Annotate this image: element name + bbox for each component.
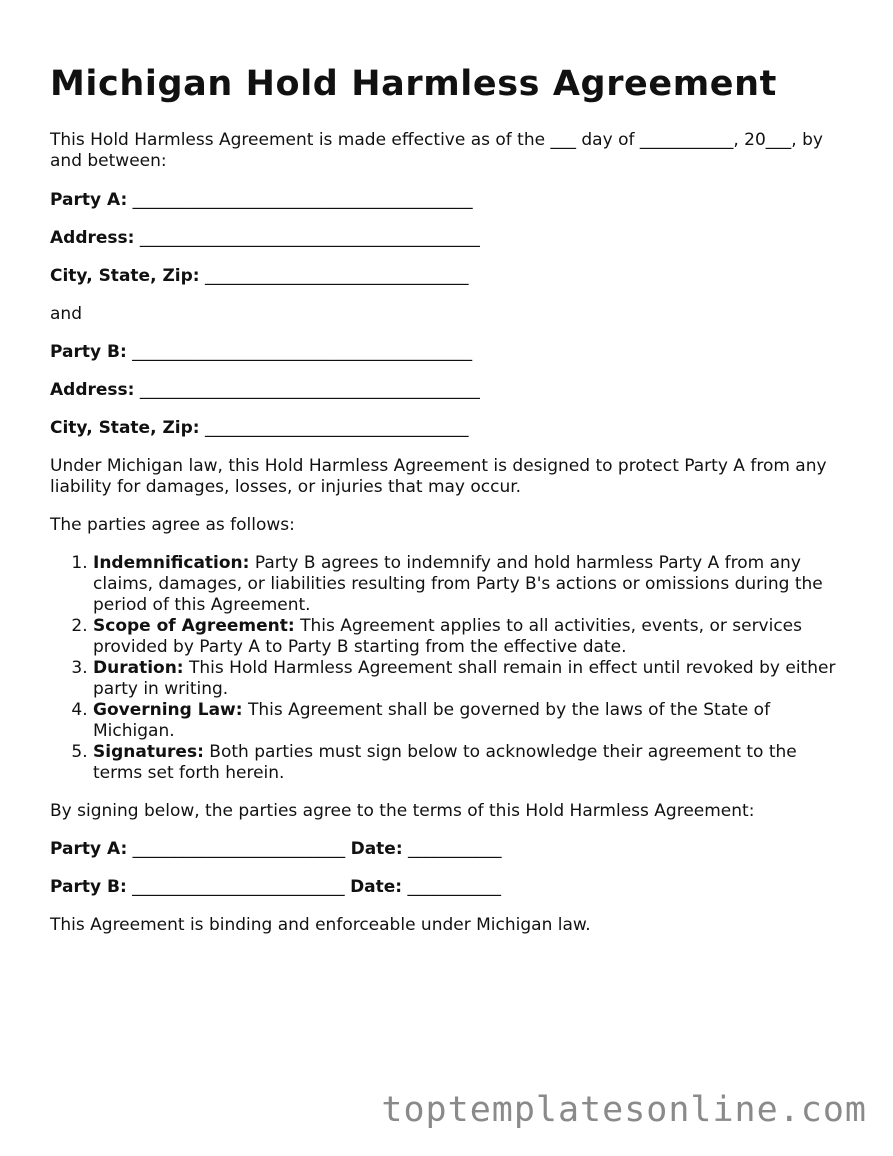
party-a-address-blank: ________________________________________ xyxy=(139,228,480,248)
signature-blank: _________________________ xyxy=(132,839,346,859)
party-b-city-label: City, State, Zip: xyxy=(50,418,200,438)
term-heading: Scope of Agreement: xyxy=(93,616,295,636)
term-text: This Agreement shall be governed by the laws of the State of Michigan. xyxy=(93,700,771,741)
party-b-city-blank: _______________________________ xyxy=(204,418,469,438)
signature-line-party-b xyxy=(50,877,850,898)
term-heading: Indemnification: xyxy=(93,553,250,573)
party-a-name-label: Party A: xyxy=(50,190,128,210)
party-a-address-field xyxy=(50,228,850,249)
signature-date-blank: ___________ xyxy=(407,877,502,897)
term-item xyxy=(93,553,850,616)
party-a-name-field xyxy=(50,190,850,211)
signature-blank: _________________________ xyxy=(132,877,345,897)
term-heading: Signatures: xyxy=(93,742,204,762)
party-b-name-field xyxy=(50,342,850,363)
and-text: and xyxy=(50,304,82,324)
document-title: Michigan Hold Harmless Agreement xyxy=(50,64,777,104)
term-item xyxy=(93,658,850,700)
signing-intro: By signing below, the parties agree to the terms of this Hold Harmless Agreement: xyxy=(50,801,755,821)
term-text: This Agreement applies to all activities, events, or services provided by Party A to Party B starting from the effective date. xyxy=(93,616,803,657)
term-text: Both parties must sign below to acknowledge their agreement to the terms set forth herein. xyxy=(93,742,797,783)
law-paragraph: Under Michigan law, this Hold Harmless Agreement is designed to protect Party A from any liability for damages, losses, or injuries that may occur. xyxy=(50,456,827,497)
party-a-address-label: Address: xyxy=(50,228,135,248)
agree-intro: The parties agree as follows: xyxy=(50,515,295,535)
signature-party-label: Party A: xyxy=(50,839,128,859)
term-item xyxy=(93,742,850,784)
party-a-city-label: City, State, Zip: xyxy=(50,266,200,286)
party-a-name-blank: ________________________________________ xyxy=(132,190,473,210)
closing-statement: This Agreement is binding and enforceable under Michigan law. xyxy=(50,915,591,935)
intro-paragraph: This Hold Harmless Agreement is made effective as of the ___ day of ___________, 20___, by and between: xyxy=(50,130,823,171)
document-page xyxy=(50,62,850,936)
term-item xyxy=(93,700,850,742)
term-text: This Hold Harmless Agreement shall remain in effect until revoked by either party in writing. xyxy=(93,658,836,699)
signature-date-blank: ___________ xyxy=(408,839,502,859)
signature-line-party-a xyxy=(50,839,850,860)
signature-date-label: Date: xyxy=(350,839,403,859)
party-a-city-field xyxy=(50,266,850,287)
term-heading: Governing Law: xyxy=(93,700,243,720)
watermark: toptemplatesonline.com xyxy=(381,1090,867,1130)
party-b-address-blank: ________________________________________ xyxy=(139,380,480,400)
terms-list xyxy=(50,553,850,784)
party-b-name-label: Party B: xyxy=(50,342,127,362)
signature-party-label: Party B: xyxy=(50,877,127,897)
party-a-city-blank: _______________________________ xyxy=(204,266,469,286)
term-heading: Duration: xyxy=(93,658,184,678)
signature-date-label: Date: xyxy=(350,877,403,897)
party-b-address-field xyxy=(50,380,850,401)
party-b-address-label: Address: xyxy=(50,380,135,400)
term-text: Party B agrees to indemnify and hold harmless Party A from any claims, damages, or liabilities resulting from Party B's actions or omissions during the period of this Agreement. xyxy=(93,553,823,615)
party-b-name-blank: ________________________________________ xyxy=(132,342,473,362)
party-b-city-field xyxy=(50,418,850,439)
term-item xyxy=(93,616,850,658)
